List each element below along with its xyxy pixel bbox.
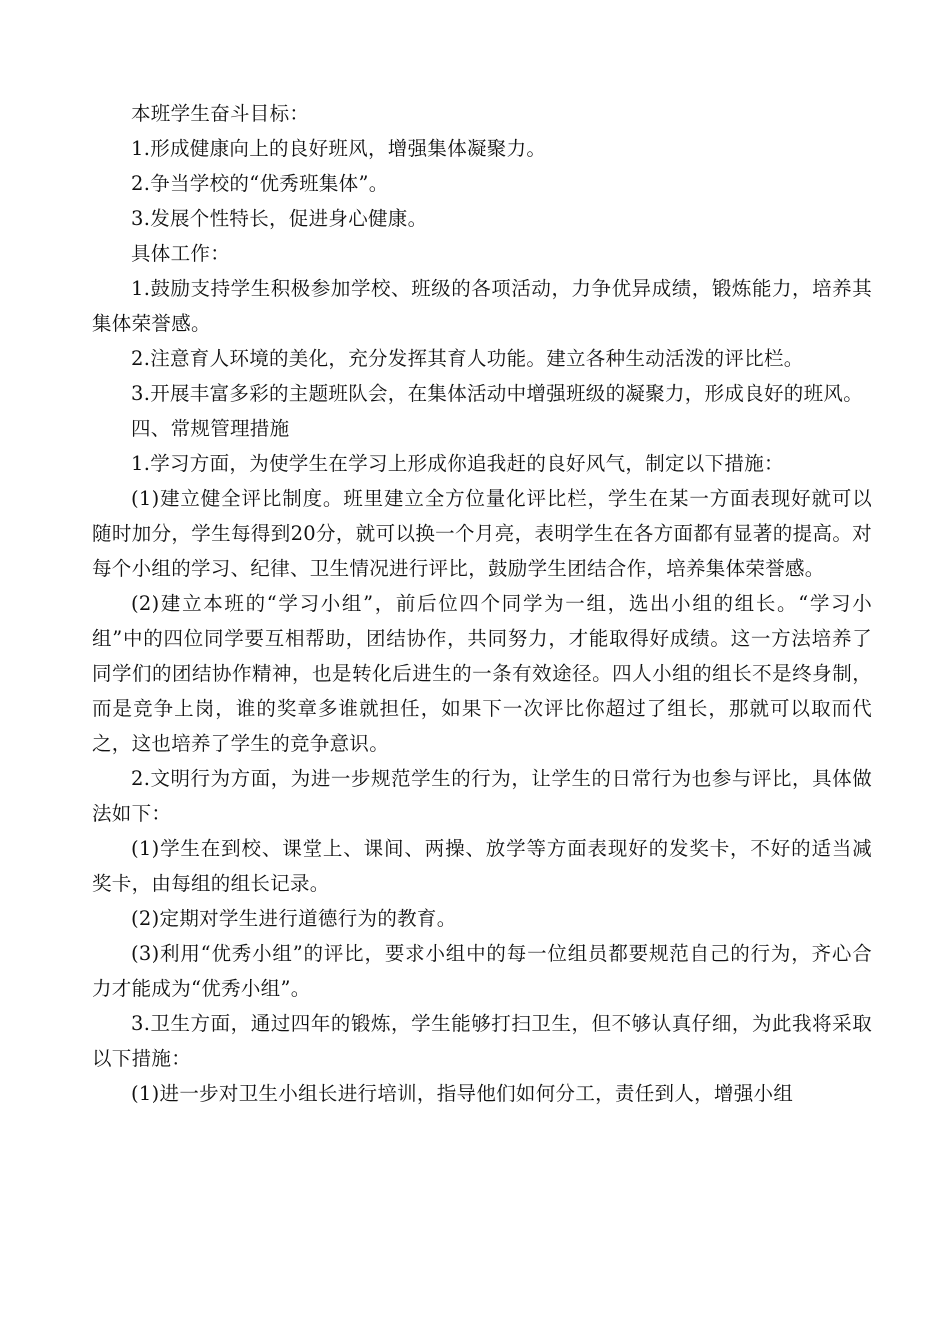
work-item-2: 2.注意育人环境的美化，充分发挥其育人功能。建立各种生动活泼的评比栏。: [131, 347, 804, 370]
behavior-measures-intro: 2.文明行为方面，为进一步规范学生的行为，让学生的日常行为也参与评比，具体做法如下：: [92, 767, 872, 825]
section-heading-routine-management: 四、常规管理措施: [131, 417, 290, 440]
goal-item-2: 2.争当学校的“优秀班集体”。: [131, 172, 389, 195]
behavior-measure-2: (2)定期对学生进行道德行为的教育。: [131, 907, 457, 930]
behavior-measure-1: (1)学生在到校、课堂上、课间、两操、放学等方面表现好的发奖卡，不好的适当减奖卡，由每组的组长记录。: [92, 837, 872, 895]
document-body: [92, 96, 872, 1111]
study-measure-2: (2)建立本班的“学习小组”，前后位四个同学为一组，选出小组的组长。“学习小组”中的四位同学要互相帮助，团结协作，共同努力，才能取得好成绩。这一方法培养了同学们的团结协作精神，也是转化后进生的一条有效途径。四人小组的组长不是终身制，而是竞争上岗，谁的奖章多谁就担任，如果下一次评比你超过了组长，那就可以取而代之，这也培养了学生的竞争意识。: [92, 592, 872, 755]
hygiene-measure-1: (1)进一步对卫生小组长进行培训，指导他们如何分工，责任到人，增强小组: [131, 1082, 794, 1105]
work-item-1: 1.鼓励支持学生积极参加学校、班级的各项活动，力争优异成绩，锻炼能力，培养其集体荣誉感。: [92, 277, 872, 335]
study-measures-intro: 1.学习方面，为使学生在学习上形成你追我赶的良好风气，制定以下措施：: [131, 452, 784, 475]
behavior-measure-3: (3)利用“优秀小组”的评比，要求小组中的每一位组员都要规范自己的行为，齐心合力才能成为“优秀小组”。: [92, 942, 872, 1000]
goal-item-3: 3.发展个性特长，促进身心健康。: [131, 207, 428, 230]
hygiene-measures-intro: 3.卫生方面，通过四年的锻炼，学生能够打扫卫生，但不够认真仔细，为此我将采取以下措施：: [92, 1012, 872, 1070]
work-item-3: 3.开展丰富多彩的主题班队会，在集体活动中增强班级的凝聚力，形成良好的班风。: [131, 382, 864, 405]
study-measure-1: (1)建立健全评比制度。班里建立全方位量化评比栏，学生在某一方面表现好就可以随时加分，学生每得到20分，就可以换一个月亮，表明学生在各方面都有显著的提高。对每个小组的学习、纪律、卫生情况进行评比，鼓励学生团结合作，培养集体荣誉感。: [92, 487, 872, 580]
goal-item-1: 1.形成健康向上的良好班风，增强集体凝聚力。: [131, 137, 547, 160]
work-heading: 具体工作：: [131, 242, 231, 265]
goal-heading: 本班学生奋斗目标：: [131, 102, 310, 125]
